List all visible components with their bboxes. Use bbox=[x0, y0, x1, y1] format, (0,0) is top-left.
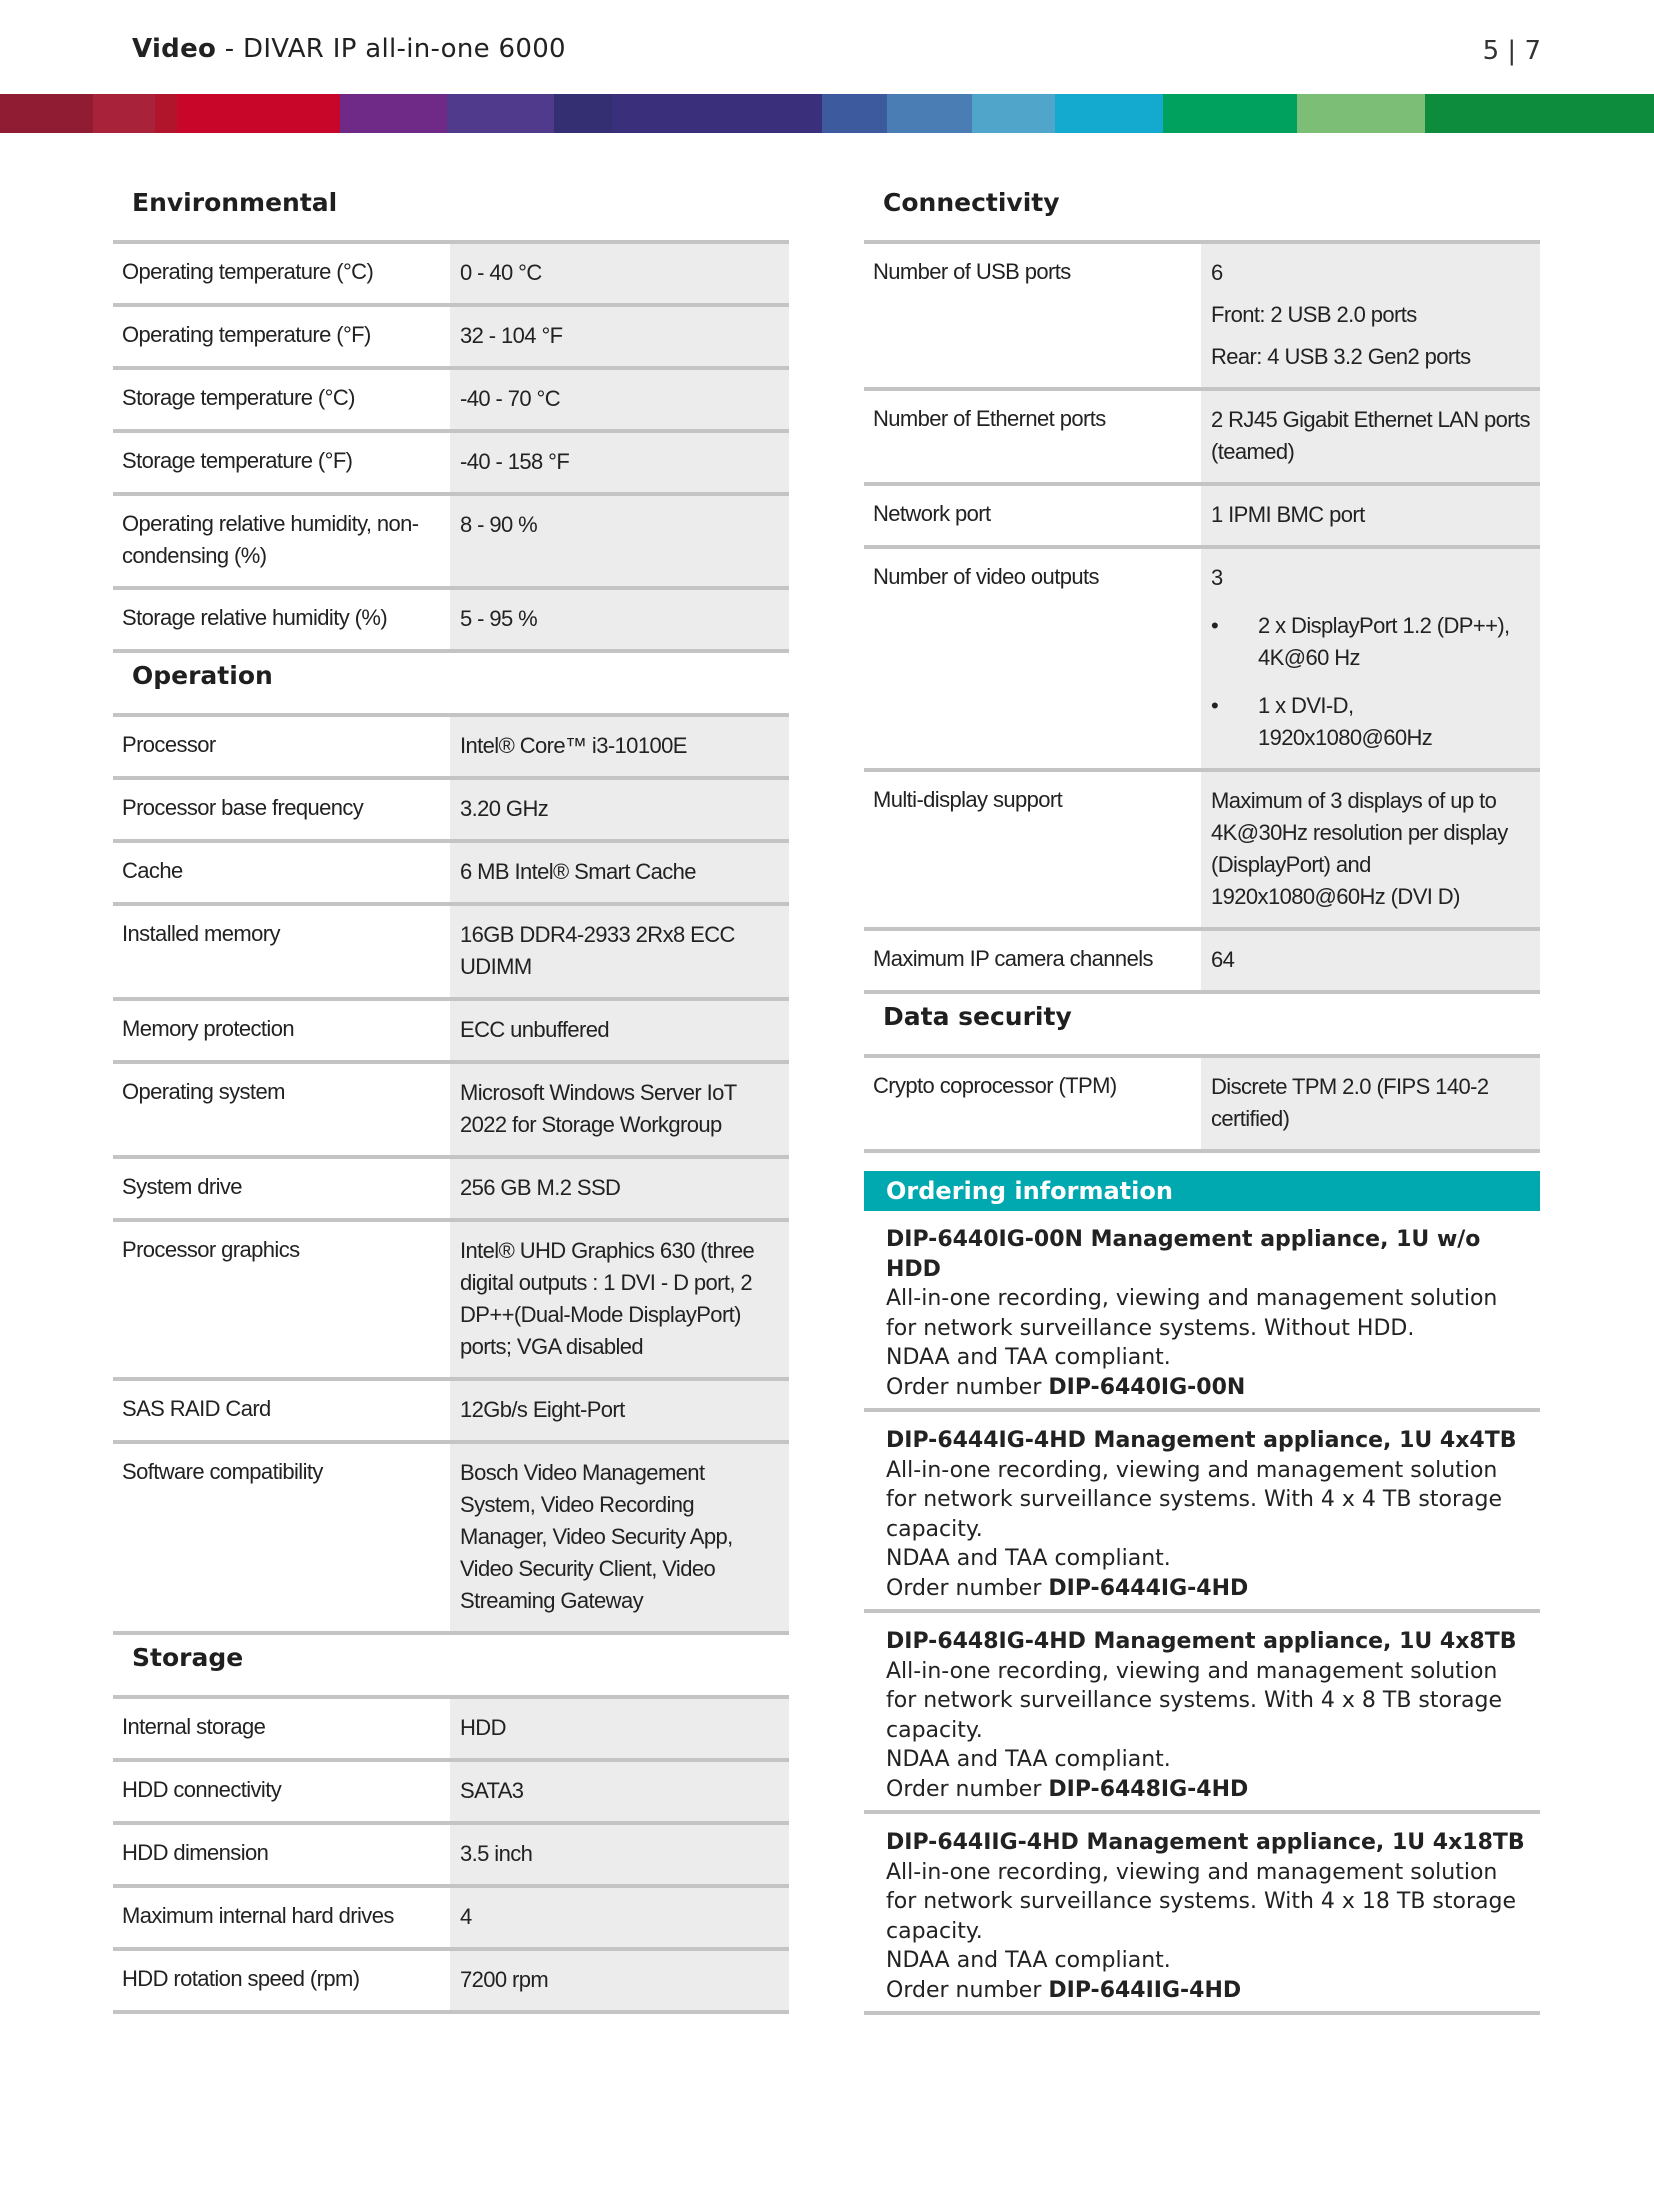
order-item bbox=[864, 1412, 1540, 1613]
spec-label: Number of USB ports bbox=[873, 259, 1071, 284]
color-bar-segment bbox=[1163, 94, 1297, 133]
table-row bbox=[113, 1762, 789, 1825]
spec-label: HDD rotation speed (rpm) bbox=[122, 1966, 360, 1991]
spec-label: Storage relative humidity (%) bbox=[122, 605, 388, 630]
spec-label: Processor graphics bbox=[122, 1237, 300, 1262]
usb-count: 6 bbox=[1211, 260, 1223, 285]
table-row bbox=[113, 307, 789, 370]
spec-value: 64 bbox=[1201, 931, 1540, 990]
color-bar-segment bbox=[612, 94, 822, 133]
spec-value: 5 - 95 % bbox=[450, 590, 789, 649]
spec-value: 6 MB Intel® Smart Cache bbox=[450, 843, 789, 902]
order-number-line bbox=[886, 1976, 1532, 2006]
table-row bbox=[113, 1699, 789, 1762]
section-title-storage: Storage bbox=[132, 1643, 244, 1672]
spec-value: 7200 rpm bbox=[450, 1951, 789, 2010]
order-item bbox=[864, 1814, 1540, 2015]
list-item bbox=[1211, 690, 1532, 754]
video-output-item: 2 x DisplayPort 1.2 (DP++), 4K@60 Hz bbox=[1258, 613, 1510, 670]
spec-value: SATA3 bbox=[450, 1762, 789, 1821]
order-item-title: DIP-6448IG-4HD Management appliance, 1U 4x8TB bbox=[886, 1629, 1517, 1654]
section-title-environmental: Environmental bbox=[132, 188, 338, 217]
spec-label: Installed memory bbox=[122, 921, 280, 946]
table-row bbox=[864, 391, 1540, 486]
spec-label: Multi-display support bbox=[873, 787, 1063, 812]
spec-value: 16GB DDR4-2933 2Rx8 ECC UDIMM bbox=[450, 906, 789, 997]
order-item-compliance: NDAA and TAA compliant. bbox=[886, 1948, 1171, 1973]
bullet-icon: • bbox=[1211, 693, 1219, 718]
order-number: DIP-6444IG-4HD bbox=[1048, 1575, 1249, 1601]
table-row bbox=[113, 717, 789, 780]
usb-rear: Rear: 4 USB 3.2 Gen2 ports bbox=[1211, 344, 1471, 369]
color-bar-segment bbox=[177, 94, 340, 133]
order-item bbox=[864, 1613, 1540, 1814]
page-number: 5 | 7 bbox=[1482, 36, 1541, 66]
color-bar-segment bbox=[1425, 94, 1654, 133]
spec-value: -40 - 70 °C bbox=[450, 370, 789, 429]
data-security-table bbox=[864, 1054, 1540, 1153]
spec-label: Maximum IP camera channels bbox=[873, 946, 1153, 971]
header-category: Video bbox=[132, 34, 217, 64]
spec-value: Discrete TPM 2.0 (FIPS 140-2 certified) bbox=[1201, 1058, 1540, 1149]
table-row bbox=[113, 1064, 789, 1159]
table-row bbox=[864, 1058, 1540, 1153]
spec-label: Processor base frequency bbox=[122, 795, 364, 820]
section-title-operation: Operation bbox=[132, 661, 273, 690]
table-row bbox=[113, 1444, 789, 1635]
order-item-description: All-in-one recording, viewing and management solution for network surveillance systems. Without HDD. bbox=[886, 1286, 1498, 1341]
color-bar-segment bbox=[1297, 94, 1425, 133]
color-bar-segment bbox=[93, 94, 155, 133]
ordering-list bbox=[864, 1211, 1540, 2015]
table-row bbox=[113, 1159, 789, 1222]
right-column bbox=[864, 180, 1540, 2015]
spec-value: 0 - 40 °C bbox=[450, 244, 789, 303]
spec-label: Internal storage bbox=[122, 1714, 266, 1739]
spec-label: Operating relative humidity, non-condensing (%) bbox=[122, 511, 419, 568]
table-row bbox=[113, 244, 789, 307]
header-product: DIVAR IP all-in-one 6000 bbox=[243, 34, 566, 64]
video-output-count: 3 bbox=[1211, 565, 1223, 590]
spec-value: Intel® Core™ i3-10100E bbox=[450, 717, 789, 776]
table-row bbox=[113, 496, 789, 590]
spec-label: Storage temperature (°F) bbox=[122, 448, 353, 473]
spec-value: Intel® UHD Graphics 630 (three digital outputs : 1 DVI - D port, 2 DP++(Dual-Mode DisplayPort) ports; VGA disabled bbox=[450, 1222, 789, 1377]
table-row bbox=[113, 906, 789, 1001]
left-column bbox=[113, 180, 789, 2014]
color-bar-segment bbox=[447, 94, 554, 133]
table-row bbox=[113, 780, 789, 843]
color-bar-segment bbox=[972, 94, 1054, 133]
connectivity-table bbox=[864, 240, 1540, 994]
order-number-label: Order number bbox=[886, 1575, 1049, 1601]
video-output-item: 1 x DVI-D, 1920x1080@60Hz bbox=[1258, 693, 1433, 750]
spec-label: Operating system bbox=[122, 1079, 285, 1104]
video-output-list bbox=[1211, 610, 1532, 754]
spec-value: Bosch Video Management System, Video Recording Manager, Video Security App, Video Security Client, Video Streaming Gateway bbox=[450, 1444, 789, 1631]
document-header bbox=[132, 34, 566, 64]
table-row bbox=[113, 1001, 789, 1064]
table-row bbox=[864, 486, 1540, 549]
table-row bbox=[864, 549, 1540, 772]
spec-label: Software compatibility bbox=[122, 1459, 323, 1484]
table-row bbox=[113, 843, 789, 906]
spec-label: Operating temperature (°C) bbox=[122, 259, 374, 284]
color-bar-segment bbox=[155, 94, 176, 133]
spec-value bbox=[1201, 244, 1540, 387]
order-item-title: DIP-6444IG-4HD Management appliance, 1U 4x4TB bbox=[886, 1428, 1517, 1453]
order-item-compliance: NDAA and TAA compliant. bbox=[886, 1546, 1171, 1571]
spec-label: Maximum internal hard drives bbox=[122, 1903, 394, 1928]
table-row bbox=[113, 1825, 789, 1888]
table-row bbox=[864, 931, 1540, 994]
order-number-label: Order number bbox=[886, 1977, 1049, 2003]
environmental-table bbox=[113, 240, 789, 653]
spec-label: Crypto coprocessor (TPM) bbox=[873, 1073, 1117, 1098]
spec-label: Memory protection bbox=[122, 1016, 294, 1041]
order-number-label: Order number bbox=[886, 1374, 1049, 1400]
order-item bbox=[864, 1211, 1540, 1412]
color-bar-segment bbox=[554, 94, 612, 133]
color-bar-segment bbox=[1055, 94, 1164, 133]
spec-label: Storage temperature (°C) bbox=[122, 385, 355, 410]
spec-value: 12Gb/s Eight-Port bbox=[450, 1381, 789, 1440]
table-row bbox=[113, 1222, 789, 1381]
order-number-line bbox=[886, 1373, 1532, 1403]
order-number: DIP-6440IG-00N bbox=[1048, 1374, 1246, 1400]
spec-label: HDD connectivity bbox=[122, 1777, 282, 1802]
table-row bbox=[113, 433, 789, 496]
order-number: DIP-6448IG-4HD bbox=[1048, 1776, 1249, 1802]
ordering-information-heading: Ordering information bbox=[864, 1171, 1540, 1211]
color-bar-segment bbox=[822, 94, 887, 133]
order-item-title: DIP-644IIG-4HD Management appliance, 1U 4x18TB bbox=[886, 1830, 1525, 1855]
spec-label: HDD dimension bbox=[122, 1840, 269, 1865]
spec-value: 256 GB M.2 SSD bbox=[450, 1159, 789, 1218]
header-separator: - bbox=[216, 34, 243, 64]
table-row bbox=[113, 1951, 789, 2014]
order-item-description: All-in-one recording, viewing and management solution for network surveillance systems. With 4 x 18 TB storage capacity. bbox=[886, 1859, 1516, 1944]
spec-label: Cache bbox=[122, 858, 183, 883]
spec-value: -40 - 158 °F bbox=[450, 433, 789, 492]
spec-value: ECC unbuffered bbox=[450, 1001, 789, 1060]
spec-value: 2 RJ45 Gigabit Ethernet LAN ports (teamed) bbox=[1201, 391, 1540, 482]
spec-label: System drive bbox=[122, 1174, 242, 1199]
color-bar-segment bbox=[0, 94, 93, 133]
spec-value: 3.20 GHz bbox=[450, 780, 789, 839]
spec-value: 4 bbox=[450, 1888, 789, 1947]
operation-table bbox=[113, 713, 789, 1635]
brand-color-bar bbox=[0, 94, 1654, 133]
spec-value: HDD bbox=[450, 1699, 789, 1758]
spec-label: Number of video outputs bbox=[873, 564, 1099, 589]
spec-value: 3.5 inch bbox=[450, 1825, 789, 1884]
storage-table bbox=[113, 1695, 789, 2014]
color-bar-segment bbox=[340, 94, 447, 133]
table-row bbox=[864, 244, 1540, 391]
spec-label: SAS RAID Card bbox=[122, 1396, 271, 1421]
section-title-connectivity: Connectivity bbox=[883, 188, 1060, 217]
order-item-description: All-in-one recording, viewing and management solution for network surveillance systems. With 4 x 8 TB storage capacity. bbox=[886, 1658, 1502, 1743]
spec-label: Number of Ethernet ports bbox=[873, 406, 1106, 431]
table-row bbox=[864, 772, 1540, 931]
spec-label: Network port bbox=[873, 501, 991, 526]
order-item-compliance: NDAA and TAA compliant. bbox=[886, 1747, 1171, 1772]
spec-value: 8 - 90 % bbox=[450, 496, 789, 586]
bullet-icon: • bbox=[1211, 613, 1219, 638]
order-item-description: All-in-one recording, viewing and management solution for network surveillance systems. With 4 x 4 TB storage capacity. bbox=[886, 1457, 1502, 1542]
usb-front: Front: 2 USB 2.0 ports bbox=[1211, 302, 1417, 327]
order-item-title: DIP-6440IG-00N Management appliance, 1U w/o HDD bbox=[886, 1227, 1481, 1282]
order-number-line bbox=[886, 1775, 1532, 1805]
table-row bbox=[113, 1381, 789, 1444]
order-number-label: Order number bbox=[886, 1776, 1049, 1802]
order-number: DIP-644IIG-4HD bbox=[1048, 1977, 1242, 2003]
spec-label: Operating temperature (°F) bbox=[122, 322, 371, 347]
order-item-compliance: NDAA and TAA compliant. bbox=[886, 1345, 1171, 1370]
spec-value: 32 - 104 °F bbox=[450, 307, 789, 366]
color-bar-segment bbox=[887, 94, 973, 133]
spec-value: 1 IPMI BMC port bbox=[1201, 486, 1540, 545]
spec-label: Processor bbox=[122, 732, 216, 757]
table-row bbox=[113, 370, 789, 433]
order-number-line bbox=[886, 1574, 1532, 1604]
spec-value: Maximum of 3 displays of up to 4K@30Hz resolution per display (DisplayPort) and 1920x1080@60Hz (DVI D) bbox=[1201, 772, 1540, 927]
spec-value bbox=[1201, 549, 1540, 768]
table-row bbox=[113, 1888, 789, 1951]
list-item bbox=[1211, 610, 1532, 674]
table-row bbox=[113, 590, 789, 653]
spec-value: Microsoft Windows Server IoT 2022 for Storage Workgroup bbox=[450, 1064, 789, 1155]
section-title-data-security: Data security bbox=[883, 1002, 1072, 1031]
